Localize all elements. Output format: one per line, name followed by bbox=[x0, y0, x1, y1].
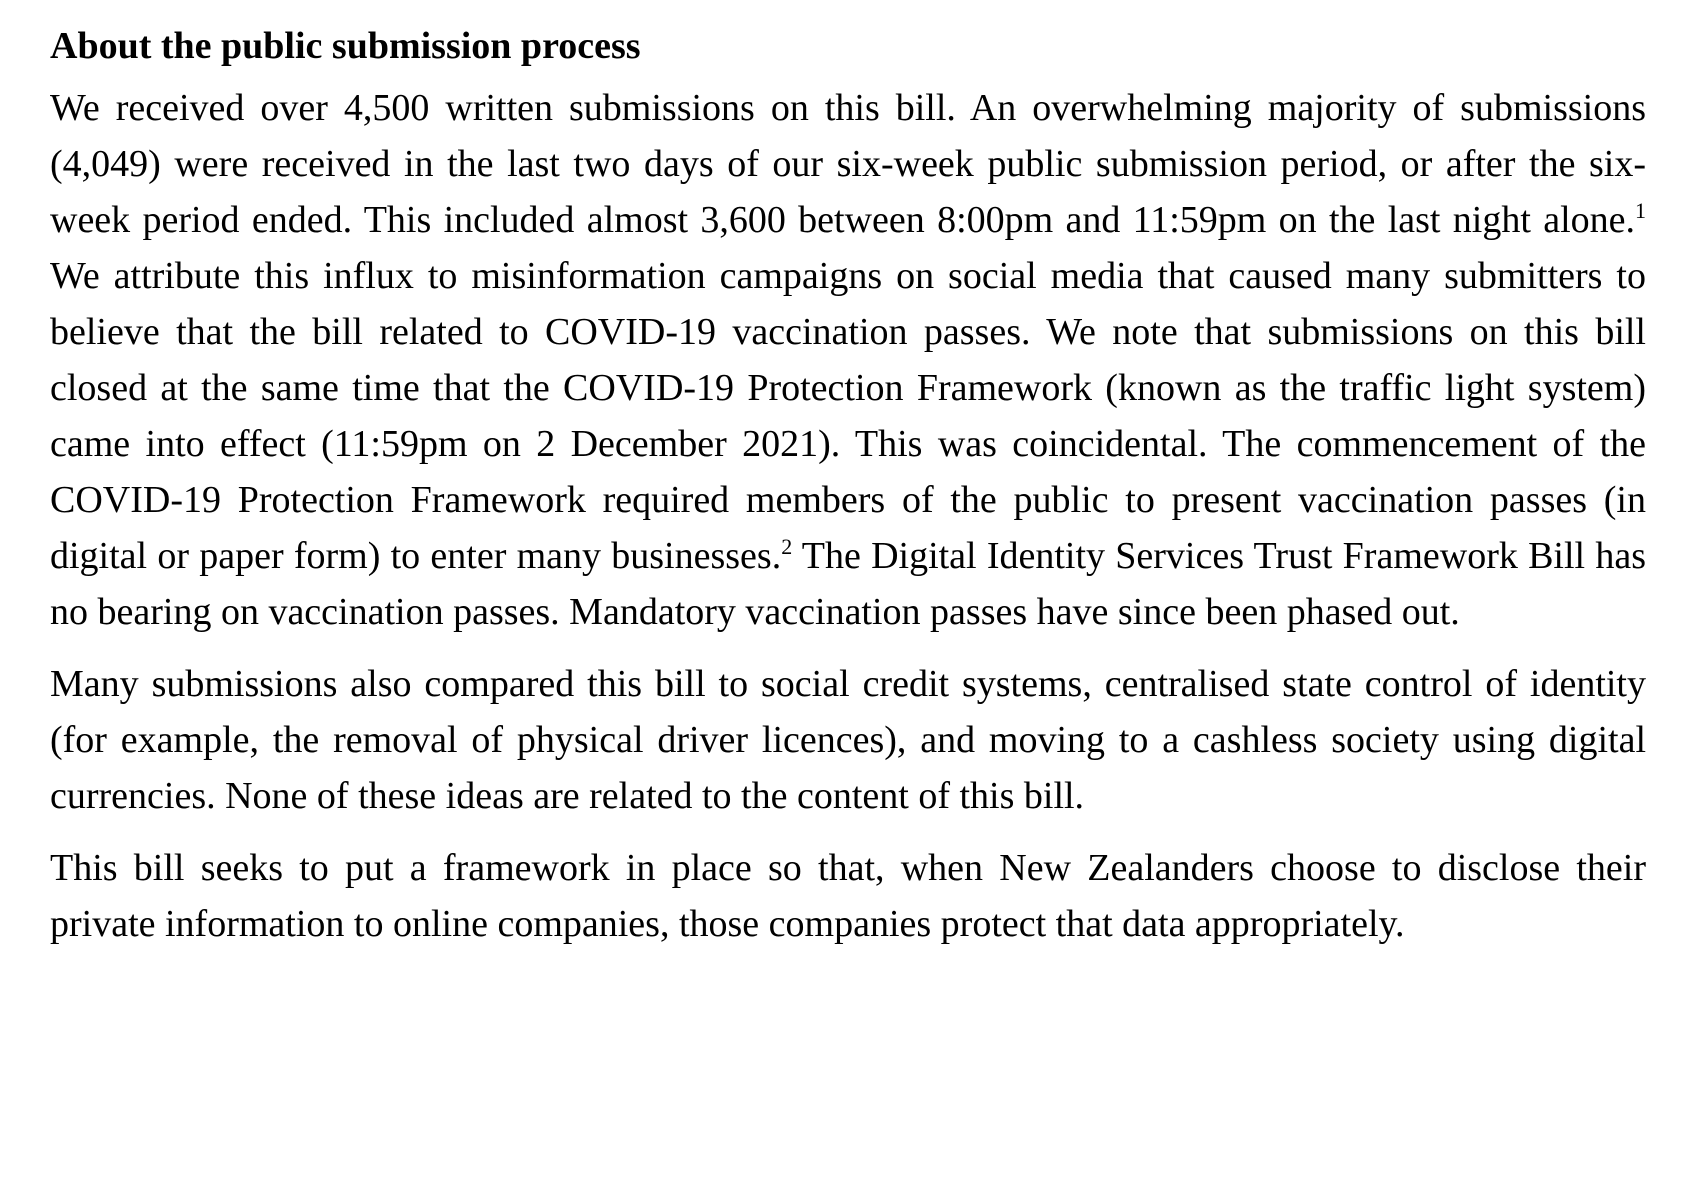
paragraph-submissions-influx bbox=[50, 80, 1646, 640]
paragraph-text: The Digital Identity Services Trust Framework Bill has no bearing on vaccination passes. Mandatory vaccination passes have since been phased out. bbox=[50, 535, 1646, 633]
document-page bbox=[50, 22, 1646, 968]
paragraph-bill-purpose: This bill seeks to put a framework in place so that, when New Zealanders choose to disclose their private information to online companies, those companies protect that data appropriately. bbox=[50, 847, 1646, 945]
footnote-marker-1[interactable]: 1 bbox=[1635, 198, 1646, 223]
paragraph-text: We attribute this influx to misinformation campaigns on social media that caused many submitters to believe that the bill related to COVID-19 vaccination passes. We note that submissions on this bill closed at the same time that the COVID-19 Protection Framework (known as the traffic light system) came into effect (11:59pm on 2 December 2021). This was coincidental. The commencement of the COVID-19 Protection Framework required members of the public to present vaccination passes (in digital or paper form) to enter many businesses. bbox=[50, 255, 1646, 577]
paragraph-social-credit: Many submissions also compared this bill to social credit systems, centralised state control of identity (for example, the removal of physical driver licences), and moving to a cashless society using digital currencies. None of these ideas are related to the content of this bill. bbox=[50, 663, 1646, 817]
paragraph-text: We received over 4,500 written submissions on this bill. An overwhelming majority of submissions (4,049) were received in the last two days of our six-week public submission period, or after the six-week period ended. This included almost 3,600 between 8:00pm and 11:59pm on the last night alone. bbox=[50, 87, 1646, 241]
section-heading: About the public submission process bbox=[50, 25, 641, 67]
footnote-marker-2[interactable]: 2 bbox=[781, 534, 793, 559]
